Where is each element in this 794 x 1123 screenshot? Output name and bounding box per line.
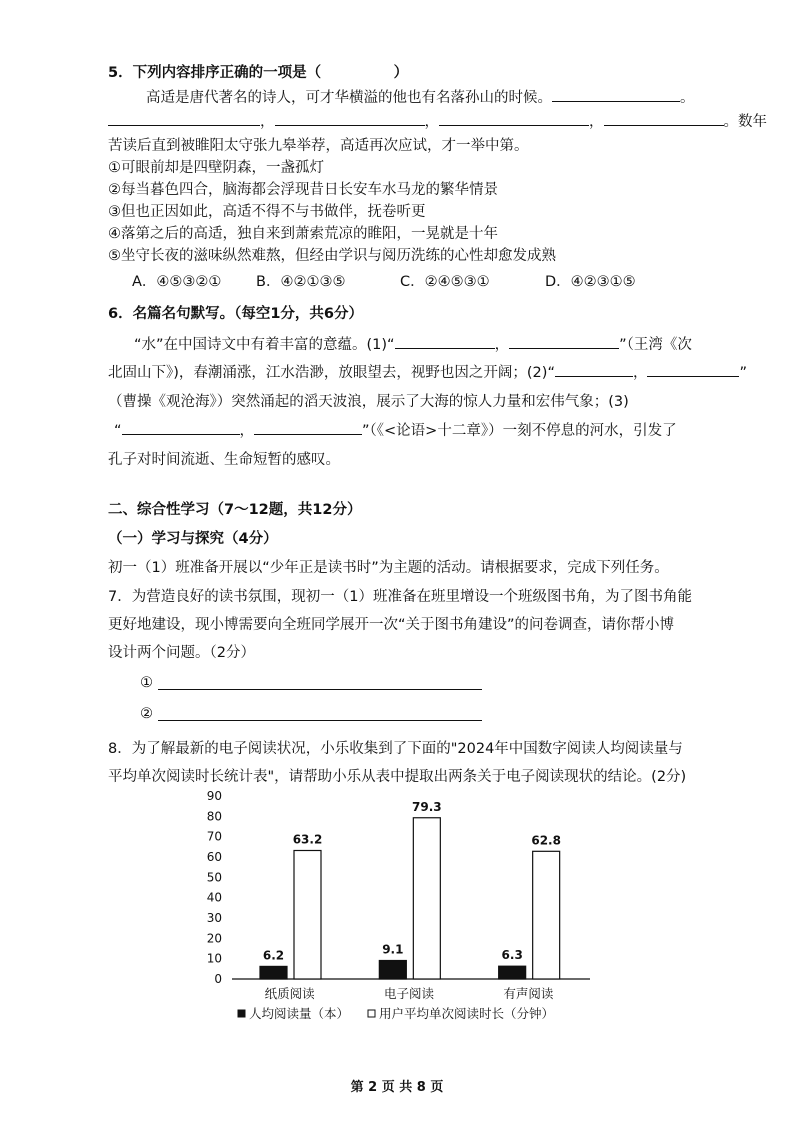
bar-per-capita-reading	[499, 966, 526, 979]
legend-marker-per-capita	[238, 1010, 245, 1017]
q7-line-1: 7．为营造良好的读书氛围，现初一（1）班准备在班里增设一个班级图书角，为了图书角能	[108, 589, 692, 605]
data-label: 6.3	[501, 948, 523, 963]
q5-passage-a-text: 高适是唐代著名的诗人，可才华横溢的他也有名落孙山的时候。	[146, 90, 552, 106]
y-tick-label: 40	[206, 890, 222, 905]
y-tick-label: 30	[206, 911, 222, 925]
data-label: 62.8	[531, 833, 561, 848]
q7-line-3: 设计两个问题。（2分）	[108, 645, 255, 661]
q7-line-2: 更好地建设，现小博需要向全班同学展开一次“关于图书角建设”的问卷调查，请你帮小博	[108, 617, 675, 633]
q6-line-4: “ ， ”（《<论语>十二章》）一刻不停息的河水，引发了	[114, 419, 677, 440]
data-label: 79.3	[412, 799, 442, 814]
legend-marker-duration	[368, 1010, 375, 1017]
section2-sub1: （一）学习与探究（4分）	[108, 531, 278, 547]
bar-per-capita-reading	[379, 960, 406, 979]
y-tick-label: 90	[206, 789, 222, 803]
y-tick-label: 70	[206, 829, 222, 844]
legend-label-per-capita: 人均阅读量（本）	[249, 1006, 350, 1021]
y-tick-label: 10	[206, 951, 222, 966]
q8-line-2: 平均单次阅读时长统计表"，请帮助小乐从表中提取出两条关于电子阅读现状的结论。(2分)	[108, 769, 687, 785]
q7-number-1: ①	[140, 675, 153, 691]
data-label: 9.1	[382, 942, 404, 957]
q5-passage-b: ， ， ， 。数年	[108, 110, 767, 131]
data-label: 63.2	[292, 832, 323, 847]
q7-number-2: ②	[140, 706, 153, 722]
section2-intro: 初一（1）班准备开展以“少年正是读书时”为主题的活动。请根据要求，完成下列任务。	[108, 560, 669, 576]
q5-choice-c[interactable]: C．②④⑤③①	[400, 274, 490, 290]
q6-line-2: 北固山下》)，春潮涌涨，江水浩渺，放眼望去，视野也因之开阔；(2)“ ， ”	[108, 361, 747, 382]
q5-option-5: ⑤坐守长夜的滋味纵然难熬，但经由学识与阅历洗练的心性却愈发成熟	[108, 248, 556, 264]
y-tick-label: 80	[206, 809, 222, 824]
legend-label-duration: 用户平均单次阅读时长（分钟）	[379, 1006, 555, 1021]
bar-avg-reading-duration	[413, 818, 440, 979]
bar-avg-reading-duration	[533, 851, 560, 979]
y-tick-label: 20	[206, 931, 222, 946]
q8-line-1: 8．为了解最新的电子阅读状况，小乐收集到了下面的"2024年中国数字阅读人均阅读量与	[108, 741, 683, 757]
q6-stem: 6．名篇名句默写。（每空1分，共6分）	[108, 306, 364, 322]
q6-line-3: （曹操《观沧海》）突然涌起的滔天波浪，展示了大海的惊人力量和宏伟气象；(3)	[108, 394, 629, 410]
q5-stem: 5．下列内容排序正确的一项是（ ）	[108, 65, 409, 81]
q5-option-2: ②每当暮色四合，脑海都会浮现昔日长安车水马龙的繁华情景	[108, 182, 498, 198]
x-category-label: 电子阅读	[383, 986, 435, 1001]
q5-choice-d[interactable]: D．④②③①⑤	[545, 274, 636, 290]
q5-option-3: ③但也正因如此，高适不得不与书做伴，抚卷听更	[108, 204, 426, 220]
q5-choice-a[interactable]: A．④⑤③②①	[132, 274, 222, 290]
q5-option-4: ④落第之后的高适，独自来到萧索荒凉的睢阳，一晃就是十年	[108, 226, 498, 242]
section2-title: 二、综合性学习（7～12题，共12分）	[108, 502, 362, 518]
q5-passage-c: 苦读后直到被睢阳太守张九皋举荐，高适再次应试，才一举中第。	[108, 138, 529, 154]
q5-choice-b[interactable]: B．④②①③⑤	[256, 274, 346, 290]
x-category-label: 有声阅读	[503, 986, 554, 1001]
y-tick-label: 60	[206, 850, 222, 864]
q5-passage-b-end: 。数年	[723, 114, 767, 130]
bar-per-capita-reading	[260, 966, 287, 979]
bar-avg-reading-duration	[294, 850, 321, 979]
q6-line-5: 孔子对时间流逝、生命短暂的感叹。	[108, 452, 340, 468]
data-label: 6.2	[262, 948, 285, 963]
q5-passage-a: 高适是唐代著名的诗人，可才华横溢的他也有名落孙山的时候。 。	[146, 86, 695, 107]
y-tick-label: 50	[206, 870, 222, 885]
x-category-label: 纸质阅读	[264, 986, 315, 1001]
q6-line-1: “水”在中国诗文中有着丰富的意蕴。(1)“ ， ”（王湾《次	[134, 333, 692, 354]
q5-option-1: ①可眼前却是四壁阴森，一盏孤灯	[108, 160, 324, 176]
y-tick-label: 0	[214, 972, 222, 986]
page-footer: 第 2 页 共 8 页	[350, 1080, 444, 1095]
